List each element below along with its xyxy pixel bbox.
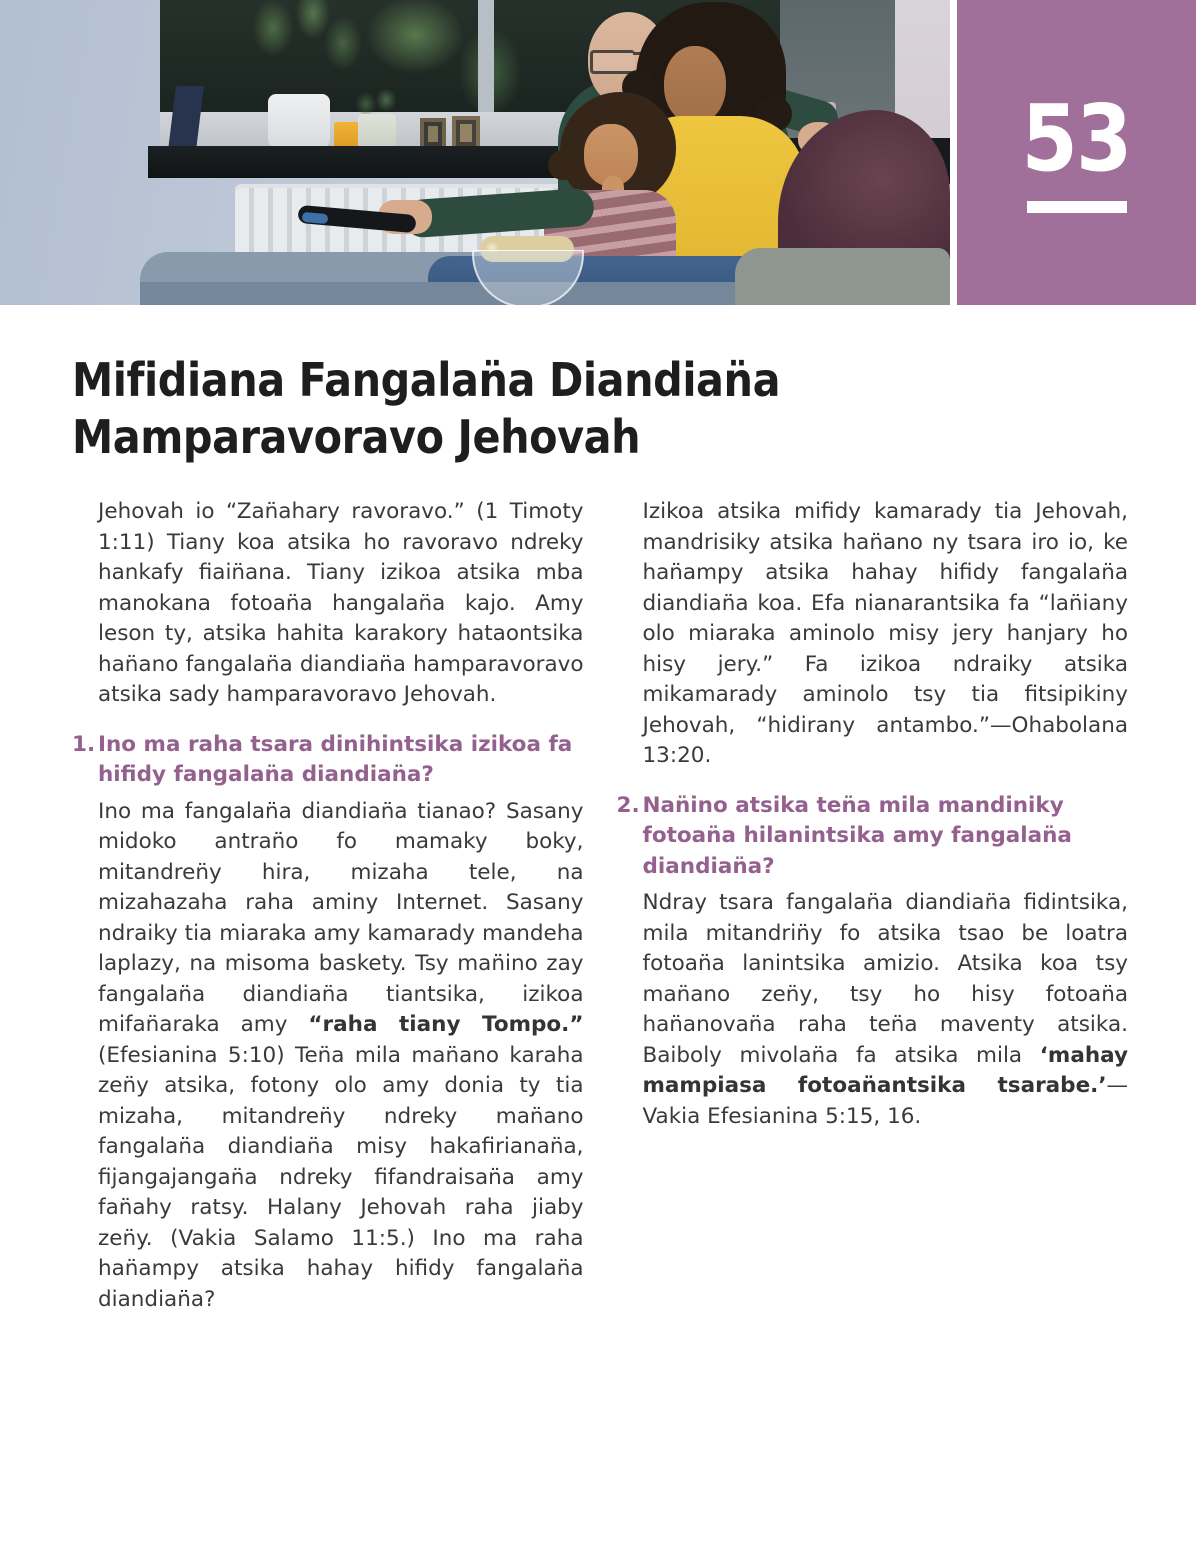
page-title-line-2: Mamparavoravo Jehovah: [72, 410, 641, 464]
remote-buttons: [302, 212, 329, 224]
intro-paragraph: Jehovah io “Zan̈ahary ravoravo.” (1 Timoty 1:11) Tiany koa atsika ho ravoravo ndreky hankafy fiain̈ana. Tiany izikoa atsika mba manokana fotoan̈a hangalan̈a kajo. Amy leson ty, atsika hahita karakory hataontsika han̈ano fangalan̈a diandian̈a hamparavoravo atsika sady hamparavoravo Jehovah.: [98, 499, 584, 707]
paragraph-1-text-cont: (Efesianina 5:10) Ten̈a mila man̈ano karaha zen̈y atsika, fotony olo amy donia ty tia mizaha, mitandren̈y ndreky man̈ano fangalan̈a diandian̈a misy hakafirianan̈a, fijangajangan̈a ndreky fifandraisan̈a amy fan̈ahy ratsy. Halany Jehovah raha jiaby zen̈y. (Vakia Salamo 11:5.) Ino ma raha han̈ampy atsika hahay hifidy fangalan̈a diandian̈a?: [98, 1042, 584, 1312]
photo-frame: [452, 116, 480, 150]
plant-pot: [268, 94, 330, 150]
question-1-text: Ino ma raha tsara dinihintsika izikoa fa hifidy fangalan̈a diandian̈a?: [98, 731, 573, 787]
right-column: [617, 497, 1129, 1315]
page-title: [72, 352, 1087, 466]
left-column: [72, 497, 584, 1315]
paragraph-3: [643, 888, 1129, 1132]
lesson-number-underline: [1027, 201, 1127, 213]
question-1-number: 1.: [72, 731, 96, 757]
couch-armrest: [735, 248, 950, 305]
paragraph-1-text: Ino ma fangalan̈a diandian̈a tianao? Sasany midoko antran̈o fo mamaky boky, mitandren̈y hira, mizaha tele, na mizahazaha raha aminy Internet. Sasany ndraiky tia miaraka amy kamarady mandeha laplazy, na misoma baskety. Tsy man̈ino zay fangalan̈a diandian̈a tiantsika, izikoa mifan̈araka amy: [98, 798, 584, 1037]
paragraph-3-text-cont: —Vakia Efesianina 5:15, 16.: [642, 1073, 1128, 1129]
page-header: [0, 0, 1200, 305]
paragraph-1-bold-quote: “raha tiany Tompo.”: [308, 1012, 584, 1037]
question-2-text: Nan̈ino atsika ten̈a mila mandiniky fotoan̈a hilanintsika amy fangalan̈a diandian̈a?: [642, 792, 1072, 879]
header-photo: [0, 0, 950, 305]
text-columns: [0, 497, 1200, 1315]
paragraph-1: [98, 797, 584, 1316]
hair-curl: [548, 150, 578, 180]
lesson-number-badge: [957, 0, 1196, 305]
paragraph-2: Izikoa atsika mifidy kamarady tia Jehovah, mandrisiky atsika han̈ano ny tsara iro io, ke han̈ampy atsika hahay hifidy fangalan̈a diandian̈a koa. Efa nianarantsika fa “lan̈iany olo miaraka aminolo misy jery hanjary ho hisy jery.” Fa izikoa ndraiky atsika mikamarady aminolo tsy tia fitsipikiny Jehovah, “hidirany antambo.”—Ohabolana 13:20.: [642, 499, 1128, 768]
paragraph-3-text: Ndray tsara fangalan̈a diandian̈a fidintsika, mila mitandrin̈y fo atsika tsao be loatra fotoan̈a lanintsika amizio. Atsika koa tsy man̈ano zen̈y, tsy ho hisy fotoan̈a han̈anovan̈a raha ten̈a maventy atsika. Baiboly mivolan̈a fa atsika mila: [642, 890, 1128, 1068]
question-2-heading: [617, 791, 1129, 883]
page-title-line-1: Mifidiana Fangalan̈a Diandian̈a: [72, 353, 781, 407]
glasses: [590, 50, 635, 74]
lesson-number: 53: [1021, 84, 1132, 192]
mother-face: [664, 46, 726, 124]
plant-leaves: [228, 0, 378, 100]
paragraph-3-bold-quote: ‘mahay mampiasa fotoan̈antsika tsarabe.’: [642, 1042, 1128, 1098]
question-1-heading: [72, 730, 584, 791]
question-2-number: 2.: [616, 792, 640, 818]
